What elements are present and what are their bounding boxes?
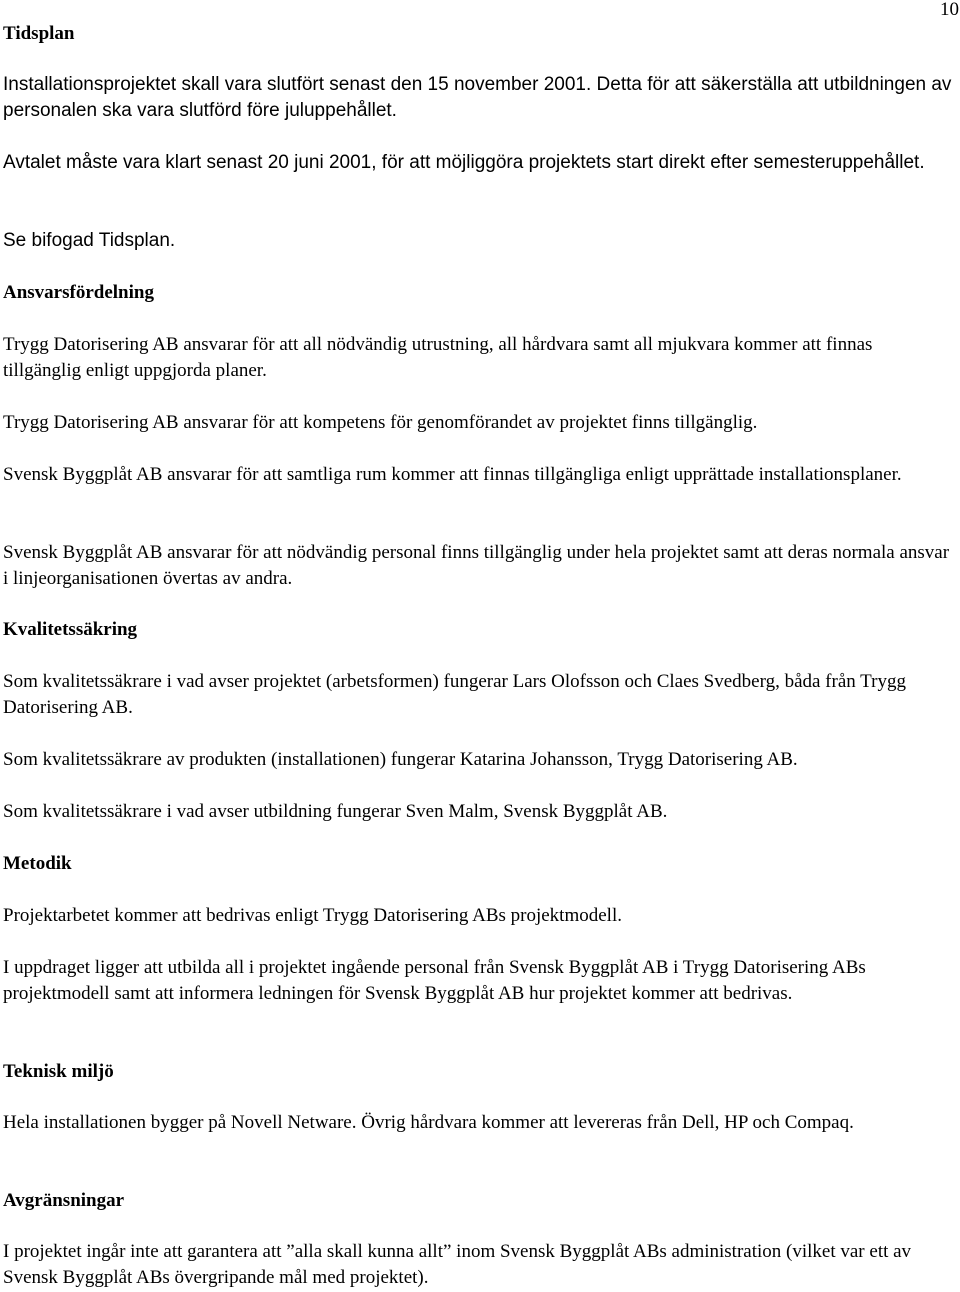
paragraph: Avtalet måste vara klart senast 20 juni 2001, för att möjliggöra projektets start direkt efter semesteruppehållet.	[3, 152, 925, 173]
paragraph: Hela installationen bygger på Novell Netware. Övrig hårdvara kommer att levereras från Dell, HP och Compaq.	[3, 1112, 854, 1133]
section-heading: Kvalitetssäkring	[3, 619, 138, 640]
paragraph: Se bifogad Tidsplan.	[3, 230, 176, 251]
paragraph: Som kvalitetssäkrare av produkten (installationen) fungerar Katarina Johansson, Trygg Datorisering AB.	[3, 749, 798, 770]
paragraph: Svensk Byggplåt AB ansvarar för att samtliga rum kommer att finnas tillgängliga enligt upprättade installationsplaner.	[3, 464, 902, 485]
paragraph: Installationsprojektet skall vara slutfört senast den 15 november 2001. Detta för att säkerställa att utbildningen av personalen ska vara slutförd före juluppehållet.	[3, 74, 952, 121]
paragraph: I projektet ingår inte att garantera att ”alla skall kunna allt” inom Svensk Byggplåt ABs administration (vilket var ett av Svensk Byggplåt ABs övergripande mål med projektet).	[3, 1241, 912, 1288]
paragraph: Trygg Datorisering AB ansvarar för att kompetens för genomförandet av projektet finns tillgänglig.	[3, 412, 758, 433]
paragraph: Svensk Byggplåt AB ansvarar för att nödvändig personal finns tillgänglig under hela projektet samt att deras normala ansvar i linjeorganisationen övertas av andra.	[3, 542, 950, 589]
paragraph: Som kvalitetssäkrare i vad avser utbildning fungerar Sven Malm, Svensk Byggplåt AB.	[3, 801, 668, 822]
paragraph: Projektarbetet kommer att bedrivas enligt Trygg Datorisering ABs projektmodell.	[3, 905, 622, 926]
section-heading: Ansvarsfördelning	[3, 282, 154, 303]
section-heading: Teknisk miljö	[3, 1061, 114, 1082]
section-heading: Tidsplan	[3, 23, 75, 44]
paragraph: Som kvalitetssäkrare i vad avser projektet (arbetsformen) fungerar Lars Olofsson och Claes Svedberg, båda från Trygg Datorisering AB.	[3, 671, 906, 718]
paragraph: Trygg Datorisering AB ansvarar för att all nödvändig utrustning, all hårdvara samt all mjukvara kommer att finnas tillgänglig enligt uppgjorda planer.	[3, 334, 873, 381]
section-heading: Metodik	[3, 853, 72, 874]
page-number: 10	[940, 0, 959, 20]
paragraph: I uppdraget ligger att utbilda all i projektet ingående personal från Svensk Byggplåt AB i Trygg Datorisering ABs projektmodell samt att informera ledningen för Svensk Byggplåt AB hur projektet kommer att bedrivas.	[3, 957, 866, 1004]
section-heading: Avgränsningar	[3, 1190, 125, 1211]
